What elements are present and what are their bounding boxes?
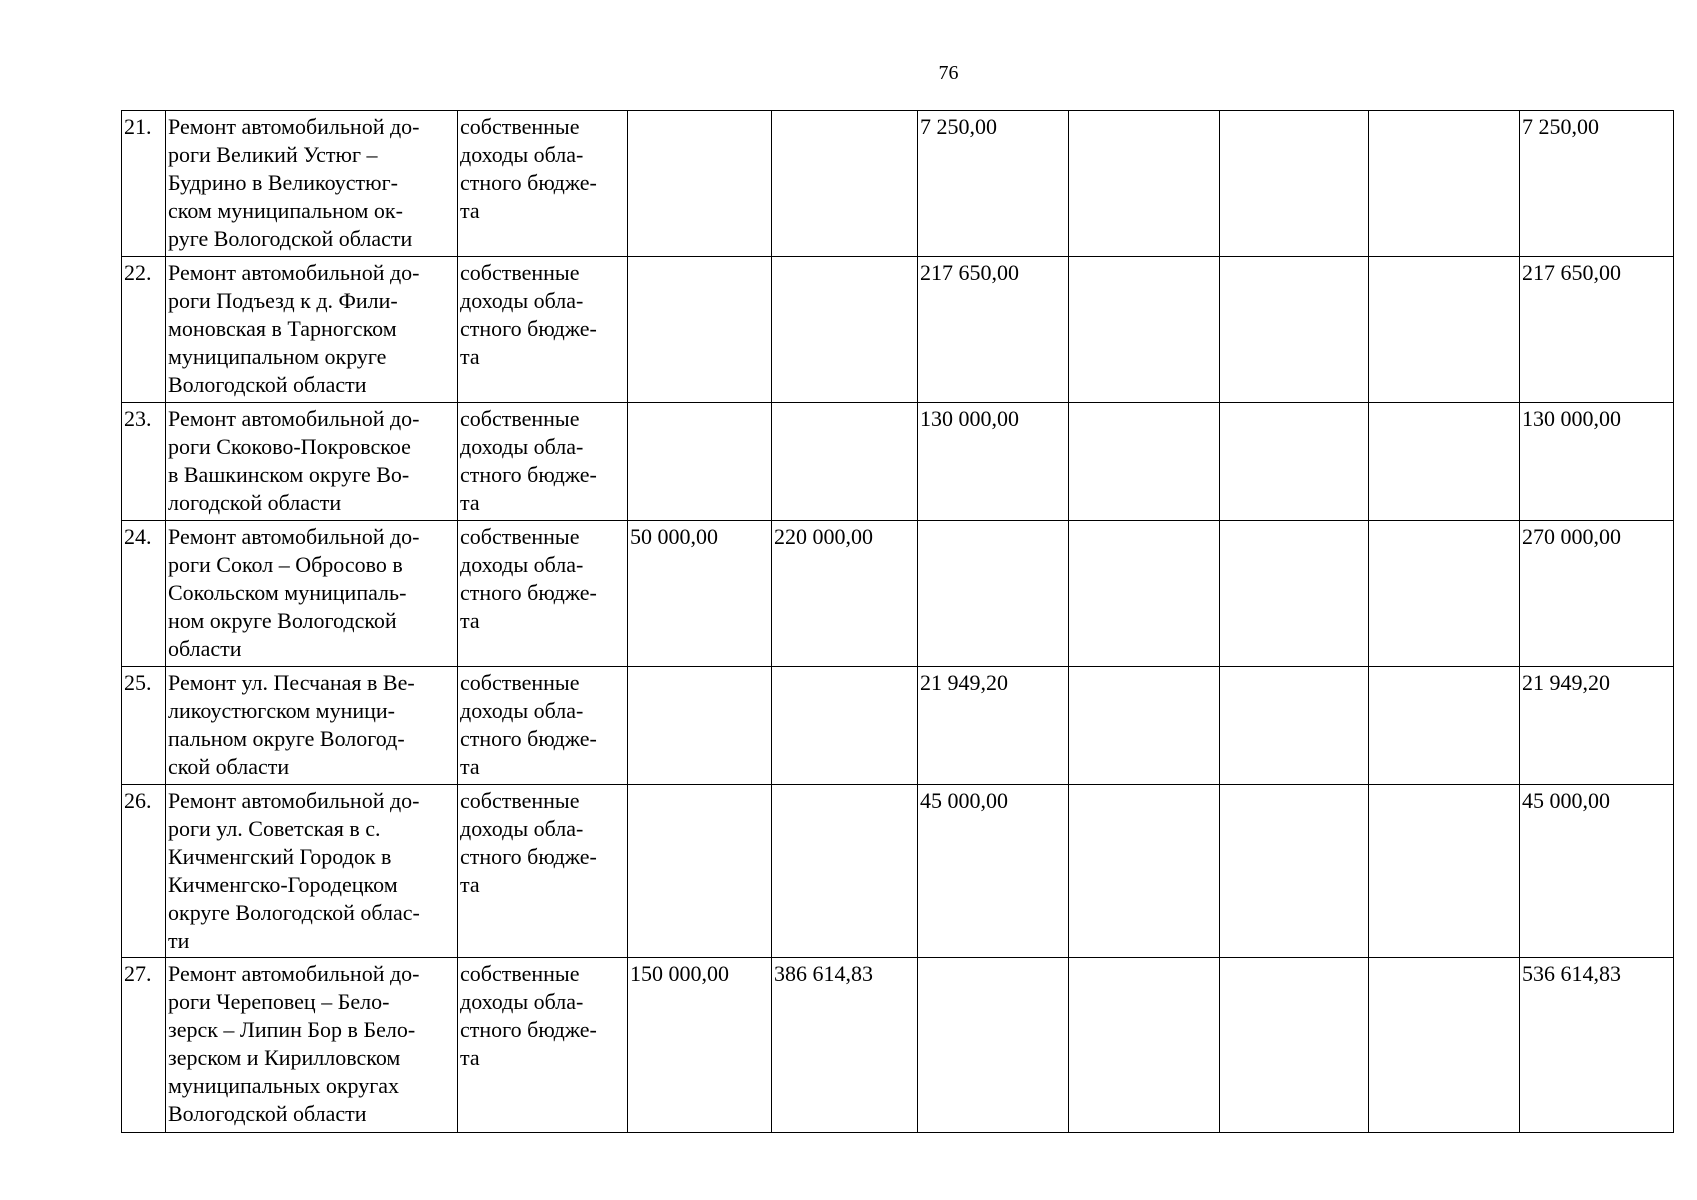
amount-cell [772,667,918,785]
total-cell: 7 250,00 [1520,111,1674,257]
amount-cell [628,257,772,403]
amount-cell [1369,403,1520,521]
project-name: Ремонт автомобильной до- роги Великий Устюг – Будрино в Великоустюг- ском муниципальном ок- руге Вологодской области [166,111,458,257]
table-row [122,667,1674,785]
project-name: Ремонт автомобильной до- роги Череповец – Бело- зерск – Липин Бор в Бело- зерском и Кирилловском муниципальных округах Вологодской области [166,958,458,1133]
amount-cell [1069,257,1220,403]
amount-cell: 217 650,00 [918,257,1069,403]
amount-cell: 7 250,00 [918,111,1069,257]
amount-cell [772,111,918,257]
amount-cell [1069,958,1220,1133]
row-number: 26. [122,785,166,958]
amount-cell [1220,403,1369,521]
funding-source: собственные доходы обла- стного бюдже- та [458,111,628,257]
amount-cell [772,785,918,958]
amount-cell [628,403,772,521]
amount-cell [1069,667,1220,785]
amount-cell [1220,667,1369,785]
amount-cell [1220,111,1369,257]
amount-cell [918,958,1069,1133]
table-row [122,785,1674,958]
table-row [122,257,1674,403]
row-number: 23. [122,403,166,521]
project-name: Ремонт автомобильной до- роги Подъезд к д. Фили- моновская в Тарногском муниципальном округе Вологодской области [166,257,458,403]
funding-source: собственные доходы обла- стного бюдже- та [458,667,628,785]
amount-cell: 130 000,00 [918,403,1069,521]
funding-source: собственные доходы обла- стного бюдже- та [458,521,628,667]
amount-cell: 45 000,00 [918,785,1069,958]
amount-cell [1069,403,1220,521]
amount-cell [1220,521,1369,667]
amount-cell [1369,521,1520,667]
amount-cell [1369,958,1520,1133]
row-number: 24. [122,521,166,667]
row-number: 22. [122,257,166,403]
amount-cell [628,785,772,958]
amount-cell [628,111,772,257]
row-number: 25. [122,667,166,785]
amount-cell [918,521,1069,667]
funding-source: собственные доходы обла- стного бюдже- та [458,403,628,521]
amount-cell [1069,785,1220,958]
amount-cell: 21 949,20 [918,667,1069,785]
amount-cell [1220,958,1369,1133]
total-cell: 536 614,83 [1520,958,1674,1133]
table-row [122,521,1674,667]
funding-source: собственные доходы обла- стного бюдже- та [458,785,628,958]
amount-cell: 50 000,00 [628,521,772,667]
project-name: Ремонт автомобильной до- роги Сокол – Обросово в Сокольском муниципаль- ном округе Вологодской области [166,521,458,667]
amount-cell [1220,257,1369,403]
amount-cell [1069,111,1220,257]
total-cell: 21 949,20 [1520,667,1674,785]
table-row [122,403,1674,521]
amount-cell [772,257,918,403]
amount-cell [1369,111,1520,257]
row-number: 21. [122,111,166,257]
amount-cell [1369,785,1520,958]
table-row [122,958,1674,1133]
amount-cell: 150 000,00 [628,958,772,1133]
amount-cell [1369,667,1520,785]
funding-source: собственные доходы обла- стного бюдже- та [458,257,628,403]
amount-cell [772,403,918,521]
amount-cell [1369,257,1520,403]
row-number: 27. [122,958,166,1133]
amount-cell: 220 000,00 [772,521,918,667]
budget-table [121,110,1674,1133]
table-row [122,111,1674,257]
total-cell: 130 000,00 [1520,403,1674,521]
amount-cell [1220,785,1369,958]
project-name: Ремонт автомобильной до- роги ул. Советская в с. Кичменгский Городок в Кичменгско-Городецком округе Вологодской облас- ти [166,785,458,958]
total-cell: 45 000,00 [1520,785,1674,958]
amount-cell: 386 614,83 [772,958,918,1133]
amount-cell [1069,521,1220,667]
amount-cell [628,667,772,785]
total-cell: 217 650,00 [1520,257,1674,403]
page-number: 76 [938,62,959,84]
project-name: Ремонт автомобильной до- роги Скоково-Покровское в Вашкинском округе Во- логодской области [166,403,458,521]
project-name: Ремонт ул. Песчаная в Ве- ликоустюгском муници- пальном округе Вологод- ской области [166,667,458,785]
funding-source: собственные доходы обла- стного бюдже- та [458,958,628,1133]
total-cell: 270 000,00 [1520,521,1674,667]
